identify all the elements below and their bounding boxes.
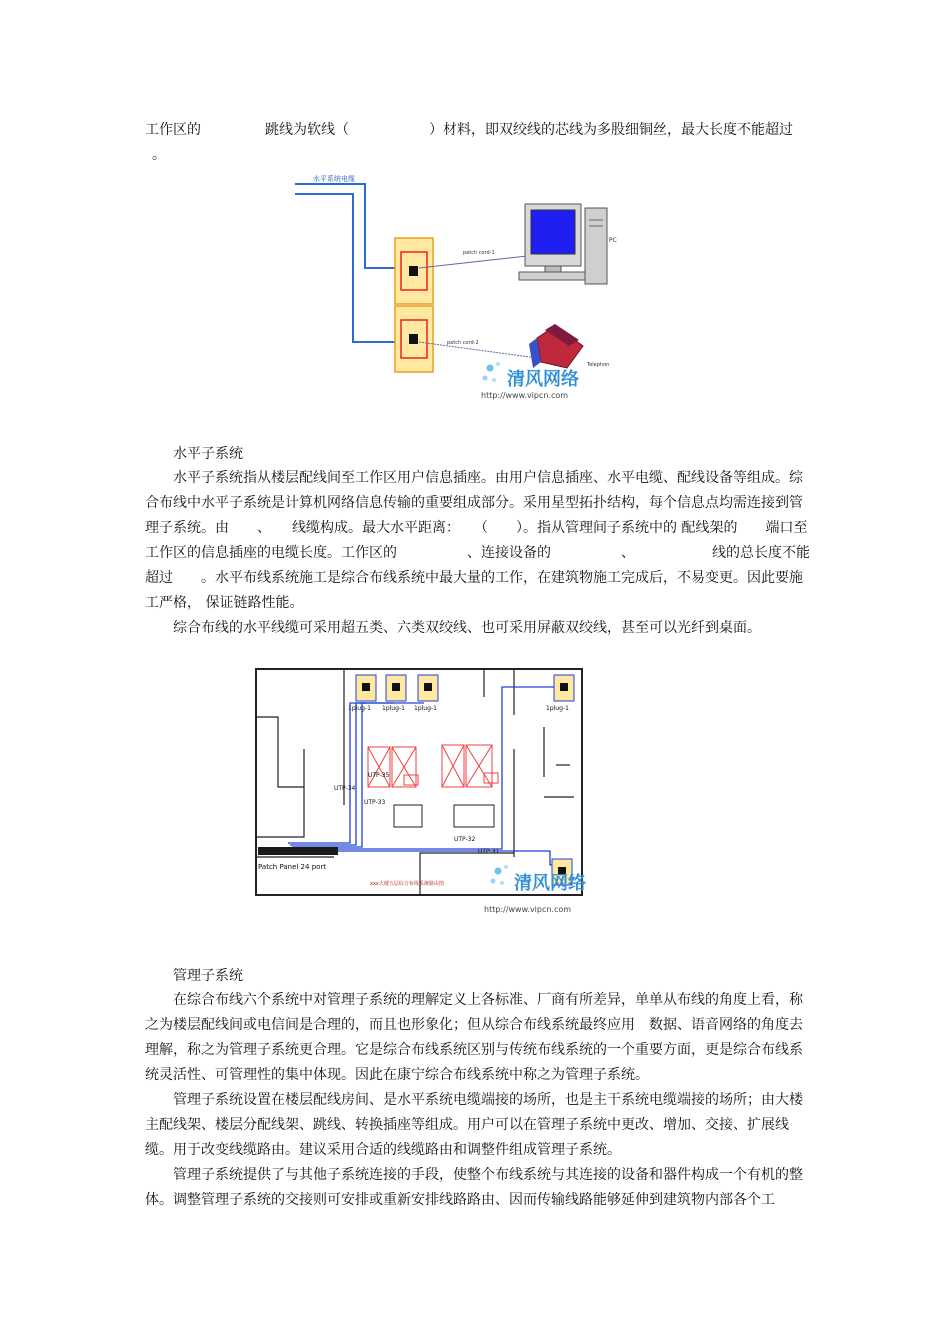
horizontal-p1: 水平子系统指从楼层配线间至工作区用户信息插座。由用户信息插座、水平电缆、配线设备等组成。综合布线中水平子系统是计算机网络信息传输的重要组成部分。采用星型拓扑结构，每个信息点均需连接到管理子系统。由 、 线缆构成。最大水平距离： （ ）。指从管理间子系统中的 配线架的 端口至工作区的信息插座的电缆长度。工作区的 、连接设备的 、 线的总长度不能超过 。水平布线系统施工是综合布线系统中最大量的工作，在建筑物施工完成后，不易变更。因此要施工严格， 保证链路性能。 xyxy=(145,470,810,611)
patch-cord-2-label: patch cord-2 xyxy=(447,340,479,346)
outlet-plug-1 xyxy=(356,675,376,701)
floor-plan-diagram xyxy=(244,657,625,915)
patch-panel-label: Patch Panel 24 port xyxy=(258,863,327,871)
watermark-url-2: http://www.vipcn.com xyxy=(484,905,572,914)
utp-label-31: UTP-31 xyxy=(478,848,500,855)
pc-label: PC xyxy=(609,237,617,244)
heading-management: 管理子系统 xyxy=(173,968,243,984)
outlet-box-top xyxy=(395,238,433,304)
patch-cord-1 xyxy=(419,256,527,268)
management-p1: 在综合布线六个系统中对管理子系统的理解定义上各标准、厂商有所差异，单单从布线的角度上看，称之为楼层配线间或电信间是合理的，而且也形象化；但从综合布线系统最终应用 数据、语音网络的角度去理解，称之为管理子系统更合理。它是综合布线系统区别与传统布线系统的一个重要方面，更是综合布线系统灵活性、可管理性的集中体现。因此在康宁综合布线系统中称之为管理子系统。 xyxy=(145,992,803,1083)
intro-text-a: 工作区的 xyxy=(145,122,201,138)
watermark-text: 清风网络 xyxy=(507,369,579,390)
outlet-plug-4 xyxy=(554,675,574,701)
intro-line-1 xyxy=(145,121,793,139)
telephone-label: Telephon xyxy=(587,362,610,368)
floor-plan-caption: xxx大楼五层综合布线系统路由图 xyxy=(370,881,444,887)
cable-routes xyxy=(288,687,560,865)
plug-label-2: 1plug-1 xyxy=(382,705,405,712)
heading-horizontal: 水平子系统 xyxy=(173,446,243,462)
utp-label-32: UTP-32 xyxy=(454,836,476,843)
horizontal-p2: 综合布线的水平线缆可采用超五类、六类双绞线、也可采用屏蔽双绞线，甚至可以光纤到桌面。 xyxy=(173,620,761,636)
patch-panel xyxy=(258,847,338,855)
figure-work-area xyxy=(287,168,627,404)
plug-label-1: 1plug-1 xyxy=(348,705,371,712)
desk-cluster-left xyxy=(368,747,418,787)
work-area-diagram xyxy=(287,168,627,404)
cable-label: 水平系统电缆 xyxy=(313,175,355,183)
watermark-url: http://www.vipcn.com xyxy=(481,391,569,400)
utp-label-34: UTP-34 xyxy=(334,785,356,792)
utp-label-35: UTP-35 xyxy=(368,772,390,779)
plug-label-3: 1plug-1 xyxy=(414,705,437,712)
desk-cluster-right xyxy=(442,745,498,787)
intro-line-2: 。 xyxy=(152,147,166,163)
utp-label-33: UTP-33 xyxy=(364,799,386,806)
watermark-text-2: 清风网络 xyxy=(514,873,586,894)
outlet-box-bottom xyxy=(395,306,433,372)
outlet-plug-3 xyxy=(418,675,438,701)
watermark-logo xyxy=(483,362,501,382)
pc-icon xyxy=(519,204,607,284)
outlet-plug-2 xyxy=(386,675,406,701)
watermark-logo-2 xyxy=(491,865,509,885)
intro-text-c: ）材料，即双绞线的芯线为多股细铜丝，最大长度不能超过 xyxy=(429,122,793,138)
management-p3: 管理子系统提供了与其他子系统连接的手段，使整个布线系统与其连接的设备和器件构成一个有机的整体。调整管理子系统的交接则可安排或重新安排线路路由、因而传输线路能够延伸到建筑物内部各个工 xyxy=(145,1167,803,1208)
plug-label-4: 1plug-1 xyxy=(546,705,569,712)
management-body xyxy=(145,988,810,1213)
figure-floor-plan xyxy=(244,657,625,915)
telephone-icon xyxy=(529,324,583,368)
horizontal-body xyxy=(145,466,810,641)
patch-cord-1-label: patch cord-1 xyxy=(463,250,495,256)
management-p2: 管理子系统设置在楼层配线房间、是水平系统电缆端接的场所，也是主干系统电缆端接的场所；由大楼主配线架、楼层分配线架、跳线、转换插座等组成。用户可以在管理子系统中更改、增加、交接、扩展线缆。用于改变线缆路由。建议采用合适的线缆路由和调整件组成管理子系统。 xyxy=(145,1092,803,1158)
intro-text-b: 跳线为软线（ xyxy=(265,122,349,138)
cable-1 xyxy=(295,184,399,268)
